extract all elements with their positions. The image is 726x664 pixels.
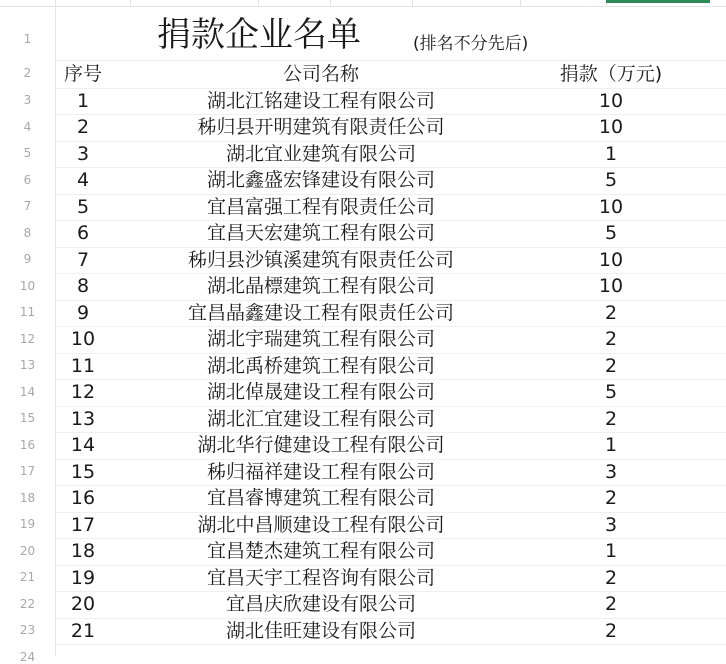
row-number[interactable]: 10 <box>19 279 36 293</box>
row-number[interactable]: 7 <box>23 199 32 213</box>
cell-seq[interactable]: 19 <box>70 566 96 589</box>
cell-seq[interactable]: 3 <box>76 142 90 165</box>
cell-donation-amount[interactable]: 2 <box>604 301 618 324</box>
table-row <box>56 353 726 381</box>
table-row <box>56 141 726 169</box>
cell-donation-amount[interactable]: 5 <box>604 381 618 403</box>
row-number[interactable]: 12 <box>19 332 36 346</box>
cell-donation-amount[interactable]: 2 <box>604 593 618 615</box>
table-row <box>56 459 726 487</box>
table-row <box>56 538 726 566</box>
row-number[interactable]: 23 <box>19 623 36 637</box>
cell-seq[interactable]: 10 <box>70 328 96 350</box>
row-header-column <box>0 6 56 664</box>
cell-company-name[interactable]: 湖北宜业建筑有限公司 <box>225 142 416 165</box>
cell-donation-amount[interactable]: 2 <box>604 487 618 509</box>
cell-company-name[interactable]: 秭归福祥建设工程有限公司 <box>206 460 435 483</box>
table-row <box>56 194 726 222</box>
cell-company-name[interactable]: 宜昌天宏建筑工程有限公司 <box>206 222 435 244</box>
header-donation-amount[interactable]: 捐款（万元) <box>559 63 663 85</box>
cell-seq[interactable]: 15 <box>70 460 96 483</box>
sheet-title: 捐款企业名单 <box>157 15 361 55</box>
table-row <box>56 485 726 513</box>
cell-seq[interactable]: 11 <box>70 354 96 377</box>
cell-donation-amount[interactable]: 10 <box>598 248 624 271</box>
cell-donation-amount[interactable]: 10 <box>598 195 624 218</box>
row-number[interactable]: 4 <box>23 120 32 134</box>
row-number[interactable]: 13 <box>19 358 36 372</box>
cell-seq[interactable]: 14 <box>70 434 96 456</box>
row-number[interactable]: 14 <box>19 385 36 399</box>
cell-company-name[interactable]: 宜昌富强工程有限责任公司 <box>206 195 435 218</box>
table-row <box>56 114 726 142</box>
cell-seq[interactable]: 17 <box>70 513 96 536</box>
table-row <box>56 247 726 275</box>
cell-company-name[interactable]: 宜昌楚杰建筑工程有限公司 <box>206 540 435 562</box>
table-row <box>56 220 726 248</box>
row-number[interactable]: 20 <box>19 544 36 558</box>
cell-company-name[interactable]: 湖北中昌顺建设工程有限公司 <box>197 513 445 536</box>
row-number[interactable]: 18 <box>19 491 36 505</box>
row-number[interactable]: 9 <box>23 252 32 266</box>
cell-seq[interactable]: 18 <box>70 540 96 562</box>
row-number[interactable]: 21 <box>19 570 36 584</box>
table-row <box>56 300 726 328</box>
row-number[interactable]: 17 <box>19 464 36 478</box>
cell-company-name[interactable]: 宜昌晶鑫建设工程有限责任公司 <box>187 301 454 324</box>
cell-donation-amount[interactable]: 10 <box>598 89 624 112</box>
row-number[interactable]: 24 <box>19 650 36 664</box>
table-row <box>56 167 726 195</box>
cell-seq[interactable]: 4 <box>76 169 90 191</box>
cell-seq[interactable]: 16 <box>70 487 96 509</box>
table-row <box>56 618 726 646</box>
row-number[interactable]: 3 <box>23 93 32 107</box>
row-number[interactable]: 6 <box>23 173 32 187</box>
row-number[interactable]: 22 <box>19 597 36 611</box>
cell-seq[interactable]: 6 <box>76 222 90 244</box>
cell-seq[interactable]: 7 <box>76 248 90 271</box>
cell-seq[interactable]: 21 <box>70 619 96 642</box>
cell-seq[interactable]: 5 <box>76 195 90 218</box>
cell-seq[interactable]: 20 <box>70 593 96 615</box>
row-number[interactable]: 19 <box>19 517 36 531</box>
table-row <box>56 406 726 434</box>
cell-donation-amount[interactable]: 2 <box>604 407 618 430</box>
row-number[interactable]: 15 <box>19 411 36 425</box>
sheet-subtitle: (排名不分先后) <box>413 34 529 54</box>
header-company-name[interactable]: 公司名称 <box>282 63 359 85</box>
cell-donation-amount[interactable]: 2 <box>604 566 618 589</box>
cell-seq[interactable]: 8 <box>76 275 90 297</box>
table-row <box>56 273 726 301</box>
cell-donation-amount[interactable]: 5 <box>604 222 618 244</box>
cell-seq[interactable]: 2 <box>76 116 90 138</box>
cell-company-name[interactable]: 湖北宇瑞建筑工程有限公司 <box>206 328 435 350</box>
cell-donation-amount[interactable]: 2 <box>604 354 618 377</box>
table-row <box>56 432 726 460</box>
cell-donation-amount[interactable]: 2 <box>604 619 618 642</box>
row-number[interactable]: 2 <box>23 66 32 80</box>
cell-company-name[interactable]: 秭归县开明建筑有限责任公司 <box>197 116 445 138</box>
row-number[interactable]: 5 <box>23 146 32 160</box>
row-number[interactable]: 11 <box>19 305 36 319</box>
row-number[interactable]: 1 <box>23 32 32 46</box>
table-row <box>56 591 726 619</box>
table-row <box>56 565 726 593</box>
cell-company-name[interactable]: 湖北禹桥建筑工程有限公司 <box>206 354 435 377</box>
cell-donation-amount[interactable]: 10 <box>598 275 624 297</box>
cell-donation-amount[interactable]: 2 <box>604 328 618 350</box>
cell-seq[interactable]: 9 <box>76 301 90 324</box>
cell-donation-amount[interactable]: 3 <box>604 513 618 536</box>
cell-company-name[interactable]: 湖北鑫盛宏锋建设有限公司 <box>206 169 435 191</box>
cell-company-name[interactable]: 湖北华行健建设工程有限公司 <box>197 434 445 456</box>
title-cell[interactable] <box>56 6 726 61</box>
cell-company-name[interactable]: 湖北江铭建设工程有限公司 <box>206 89 435 112</box>
table-row <box>56 88 726 116</box>
cell-seq[interactable]: 13 <box>70 407 96 430</box>
table-row <box>56 512 726 540</box>
cell-company-name[interactable]: 宜昌天宇工程咨询有限公司 <box>206 566 435 589</box>
row-number[interactable]: 8 <box>23 226 32 240</box>
cell-seq[interactable]: 12 <box>70 381 96 403</box>
cell-donation-amount[interactable]: 3 <box>604 460 618 483</box>
cell-donation-amount[interactable]: 1 <box>604 540 618 562</box>
column-header-row <box>56 61 726 89</box>
active-column-marker <box>606 0 710 3</box>
cell-donation-amount[interactable]: 10 <box>598 116 624 138</box>
row-number[interactable]: 16 <box>19 438 36 452</box>
cell-company-name[interactable]: 宜昌庆欣建设有限公司 <box>225 593 416 615</box>
cell-company-name[interactable]: 湖北汇宜建设工程有限公司 <box>206 407 435 430</box>
table-row <box>56 379 726 407</box>
cell-company-name[interactable]: 秭归县沙镇溪建筑有限责任公司 <box>187 248 454 271</box>
cell-donation-amount[interactable]: 1 <box>604 142 618 165</box>
cell-company-name[interactable]: 湖北倬晟建设工程有限公司 <box>206 381 435 403</box>
cell-company-name[interactable]: 宜昌睿博建筑工程有限公司 <box>206 487 435 509</box>
cell-donation-amount[interactable]: 1 <box>604 434 618 456</box>
table-row <box>56 326 726 354</box>
cell-company-name[interactable]: 湖北佳旺建设有限公司 <box>225 619 416 642</box>
cell-donation-amount[interactable]: 5 <box>604 169 618 191</box>
header-seq[interactable]: 序号 <box>63 63 102 85</box>
cell-company-name[interactable]: 湖北晶標建筑工程有限公司 <box>206 275 435 297</box>
cell-seq[interactable]: 1 <box>76 89 90 112</box>
